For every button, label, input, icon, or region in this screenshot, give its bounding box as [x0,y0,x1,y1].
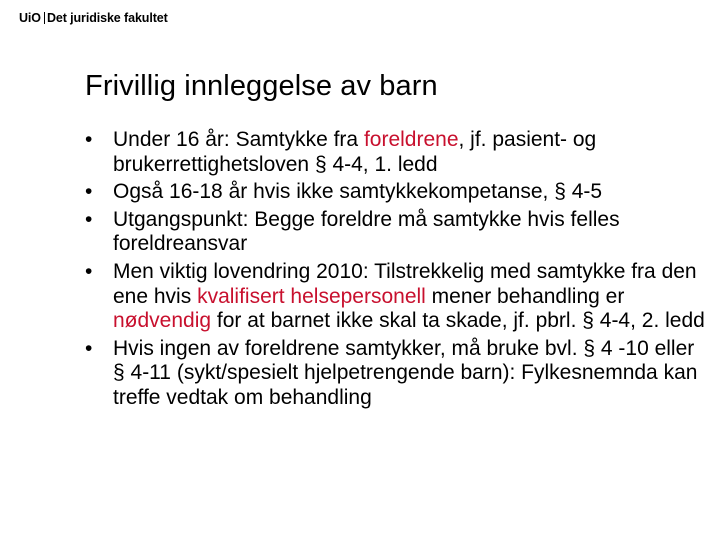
bullet-marker: • [85,128,93,151]
logo-divider [44,12,45,24]
bullet-marker: • [85,180,93,204]
bullet-text: nødvendig [113,309,212,333]
bullet-text: mener behandling er [425,284,625,308]
bullet-text: for at barnet ikke skal ta skade, jf. pbrl. § 4-4, 2. ledd [211,309,705,333]
bullet-text: Utgangspunkt: Begge foreldre må samtykke hvis felles foreldreansvar [113,207,620,256]
bullet-item [85,128,705,177]
bullet-text: Også 16-18 år hvis ikke samtykkekompetanse, § 4-5 [113,180,603,204]
bullet-text: , jf. pasient- og brukerrettighetsloven § 4-4, 1. ledd [113,128,597,176]
bullet-marker: • [85,259,93,283]
bullet-text: Under 16 år: Samtykke fra [113,128,364,151]
bullet-item [85,208,705,257]
bullet-item [85,180,705,205]
bullet-marker: • [85,207,93,231]
bullet-text: foreldrene [363,128,459,151]
bullet-item [85,260,705,334]
bullet-text: Men viktig lovendring 2010: Tilstrekkelig med samtykke fra den ene hvis [113,259,697,308]
uio-logo: UiO [19,11,41,25]
bullet-text: Hvis ingen av foreldrene samtykker, må bruke bvl. § 4 -10 eller § 4-11 (sykt/spesielt hjelpetrengende barn): Fylkesnemnda kan treffe vedtak om behandling [113,336,698,409]
faculty-name: Det juridiske fakultet [46,11,168,25]
bullet-text: kvalifisert helsepersonell [197,284,426,308]
bullet-item [85,337,705,411]
slide-title: Frivillig innleggelse av barn [85,70,438,102]
bullet-list [85,128,705,414]
bullet-marker: • [85,336,93,360]
header [19,11,168,25]
